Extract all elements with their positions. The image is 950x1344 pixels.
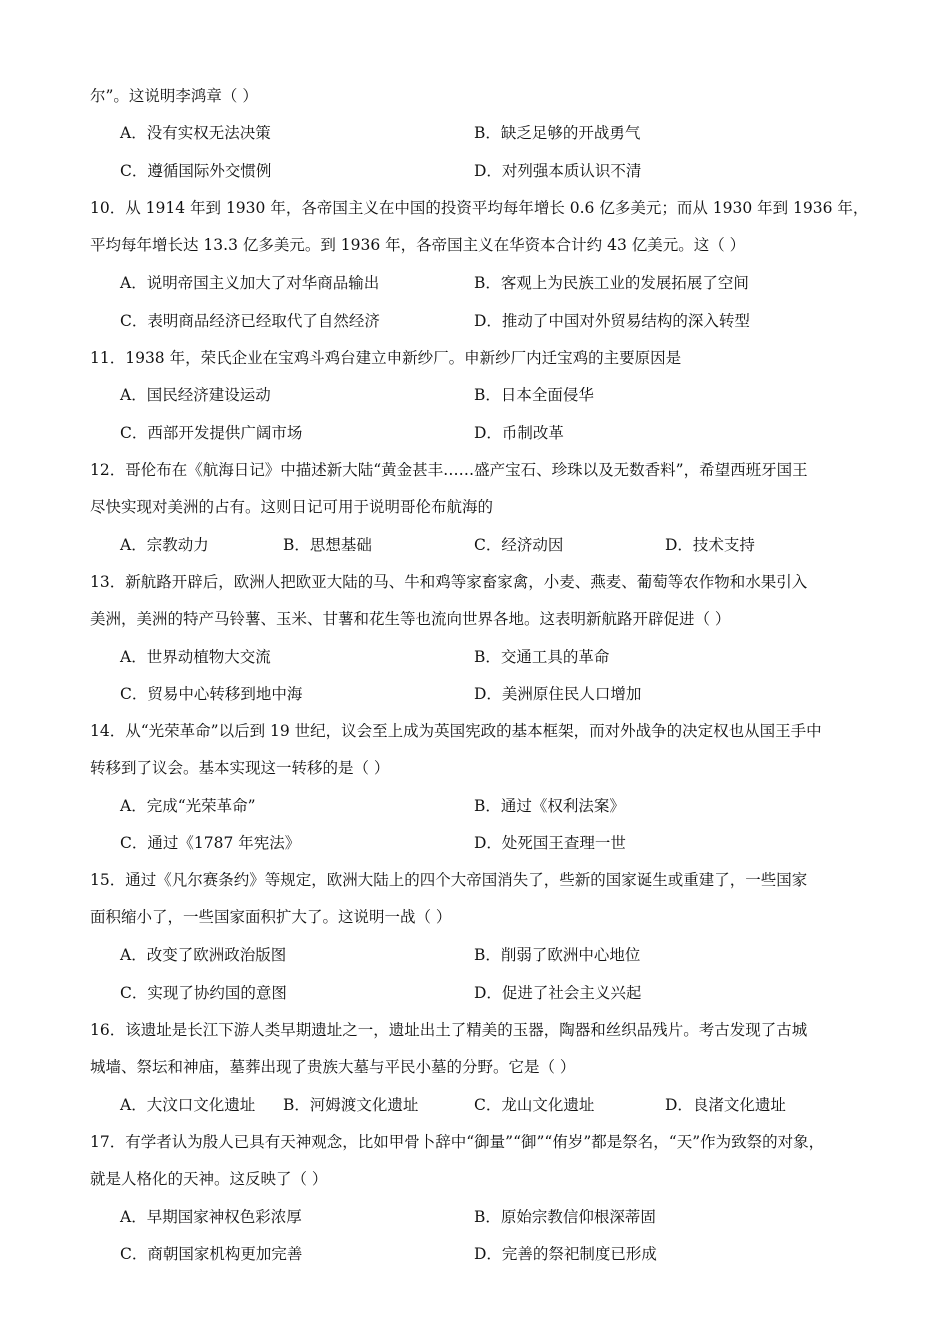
question-15-stem-line2: 面积缩小了，一些国家面积扩大了。这说明一战（ ） (90, 908, 452, 926)
q15-option-d: D．促进了社会主义兴起 (474, 984, 642, 1002)
q11-option-c: C．西部开发提供广阔市场 (120, 424, 303, 442)
q10-option-b: B．客观上为民族工业的发展拓展了空间 (474, 274, 749, 292)
q9-option-a: A．没有实权无法决策 (120, 124, 271, 142)
q15-option-c: C．实现了协约国的意图 (120, 984, 287, 1002)
question-9-stem: 尔”。这说明李鸿章（ ） (90, 87, 258, 105)
q14-option-c: C．通过《1787 年宪法》 (120, 834, 301, 852)
q14-option-a: A．完成“光荣革命” (120, 797, 256, 815)
q9-option-c: C．遵循国际外交惯例 (120, 162, 272, 180)
q16-option-c: C．龙山文化遗址 (474, 1096, 595, 1114)
q12-option-a: A．宗教动力 (120, 536, 209, 554)
q15-option-b: B．削弱了欧洲中心地位 (474, 946, 641, 964)
q17-option-a: A．早期国家神权色彩浓厚 (120, 1208, 302, 1226)
question-14-stem-line2: 转移到了议会。基本实现这一转移的是（ ） (90, 759, 390, 777)
q11-option-a: A．国民经济建设运动 (120, 386, 271, 404)
q15-option-a: A．改变了欧洲政治版图 (120, 946, 287, 964)
q14-option-b: B．通过《权利法案》 (474, 797, 625, 815)
q14-option-d: D．处死国王查理一世 (474, 834, 626, 852)
q16-option-a: A．大汶口文化遗址 (120, 1096, 256, 1114)
question-10-stem-line1: 10．从 1914 年到 1930 年，各帝国主义在中国的投资平均每年增长 0.6 亿多美元；而从 1930 年到 1936 年， (90, 199, 869, 217)
question-17-stem-line1: 17．有学者认为殷人已具有天神观念，比如甲骨卜辞中“御量”“御”“侑岁”都是祭名，“天”作为致祭的对象， (90, 1133, 825, 1151)
q12-option-c: C．经济动因 (474, 536, 564, 554)
q10-option-c: C．表明商品经济已经取代了自然经济 (120, 312, 380, 330)
question-12-stem-line2: 尽快实现对美洲的占有。这则日记可用于说明哥伦布航海的 (90, 498, 494, 516)
question-16-stem-line1: 16．该遗址是长江下游人类早期遗址之一，遗址出土了精美的玉器，陶器和丝织品残片。考古发现了古城 (90, 1021, 808, 1039)
question-16-stem-line2: 城墙、祭坛和神庙，墓葬出现了贵族大墓与平民小墓的分野。它是（ ） (90, 1058, 576, 1076)
question-13-stem-line1: 13．新航路开辟后，欧洲人把欧亚大陆的马、牛和鸡等家畜家禽，小麦、燕麦、葡萄等农作物和水果引入 (90, 573, 808, 591)
question-13-stem-line2: 美洲，美洲的特产马铃薯、玉米、甘薯和花生等也流向世界各地。这表明新航路开辟促进（ ） (90, 610, 731, 628)
question-12-stem-line1: 12．哥伦布在《航海日记》中描述新大陆“黄金甚丰……盛产宝石、珍珠以及无数香料”，希望西班牙国王 (90, 461, 808, 479)
question-10-stem-line2: 平均每年增长达 13.3 亿多美元。到 1936 年，各帝国主义在华资本合计约 43 亿美元。这（ ） (90, 236, 746, 254)
q16-option-b: B．河姆渡文化遗址 (283, 1096, 419, 1114)
q17-option-b: B．原始宗教信仰根深蒂固 (474, 1208, 656, 1226)
question-14-stem-line1: 14．从“光荣革命”以后到 19 世纪，议会至上成为英国宪政的基本框架，而对外战争的决定权也从国王手中 (90, 722, 822, 740)
q13-option-a: A．世界动植物大交流 (120, 648, 271, 666)
q17-option-c: C．商朝国家机构更加完善 (120, 1245, 303, 1263)
q13-option-d: D．美洲原住民人口增加 (474, 685, 642, 703)
q16-option-d: D．良渚文化遗址 (665, 1096, 786, 1114)
q9-option-d: D．对列强本质认识不清 (474, 162, 642, 180)
question-11-stem: 11．1938 年，荣氏企业在宝鸡斗鸡台建立申新纱厂。申新纱厂内迁宝鸡的主要原因是 (90, 349, 682, 367)
q12-option-d: D．技术支持 (665, 536, 755, 554)
q9-option-b: B．缺乏足够的开战勇气 (474, 124, 641, 142)
q12-option-b: B．思想基础 (283, 536, 372, 554)
q17-option-d: D．完善的祭祀制度已形成 (474, 1245, 657, 1263)
question-17-stem-line2: 就是人格化的天神。这反映了（ ） (90, 1170, 328, 1188)
q10-option-d: D．推动了中国对外贸易结构的深入转型 (474, 312, 750, 330)
q13-option-b: B．交通工具的革命 (474, 648, 610, 666)
q10-option-a: A．说明帝国主义加大了对华商品输出 (120, 274, 380, 292)
q13-option-c: C．贸易中心转移到地中海 (120, 685, 303, 703)
question-15-stem-line1: 15．通过《凡尔赛条约》等规定，欧洲大陆上的四个大帝国消失了，些新的国家诞生或重建了，一些国家 (90, 871, 808, 889)
q11-option-b: B．日本全面侵华 (474, 386, 594, 404)
q11-option-d: D．币制改革 (474, 424, 564, 442)
